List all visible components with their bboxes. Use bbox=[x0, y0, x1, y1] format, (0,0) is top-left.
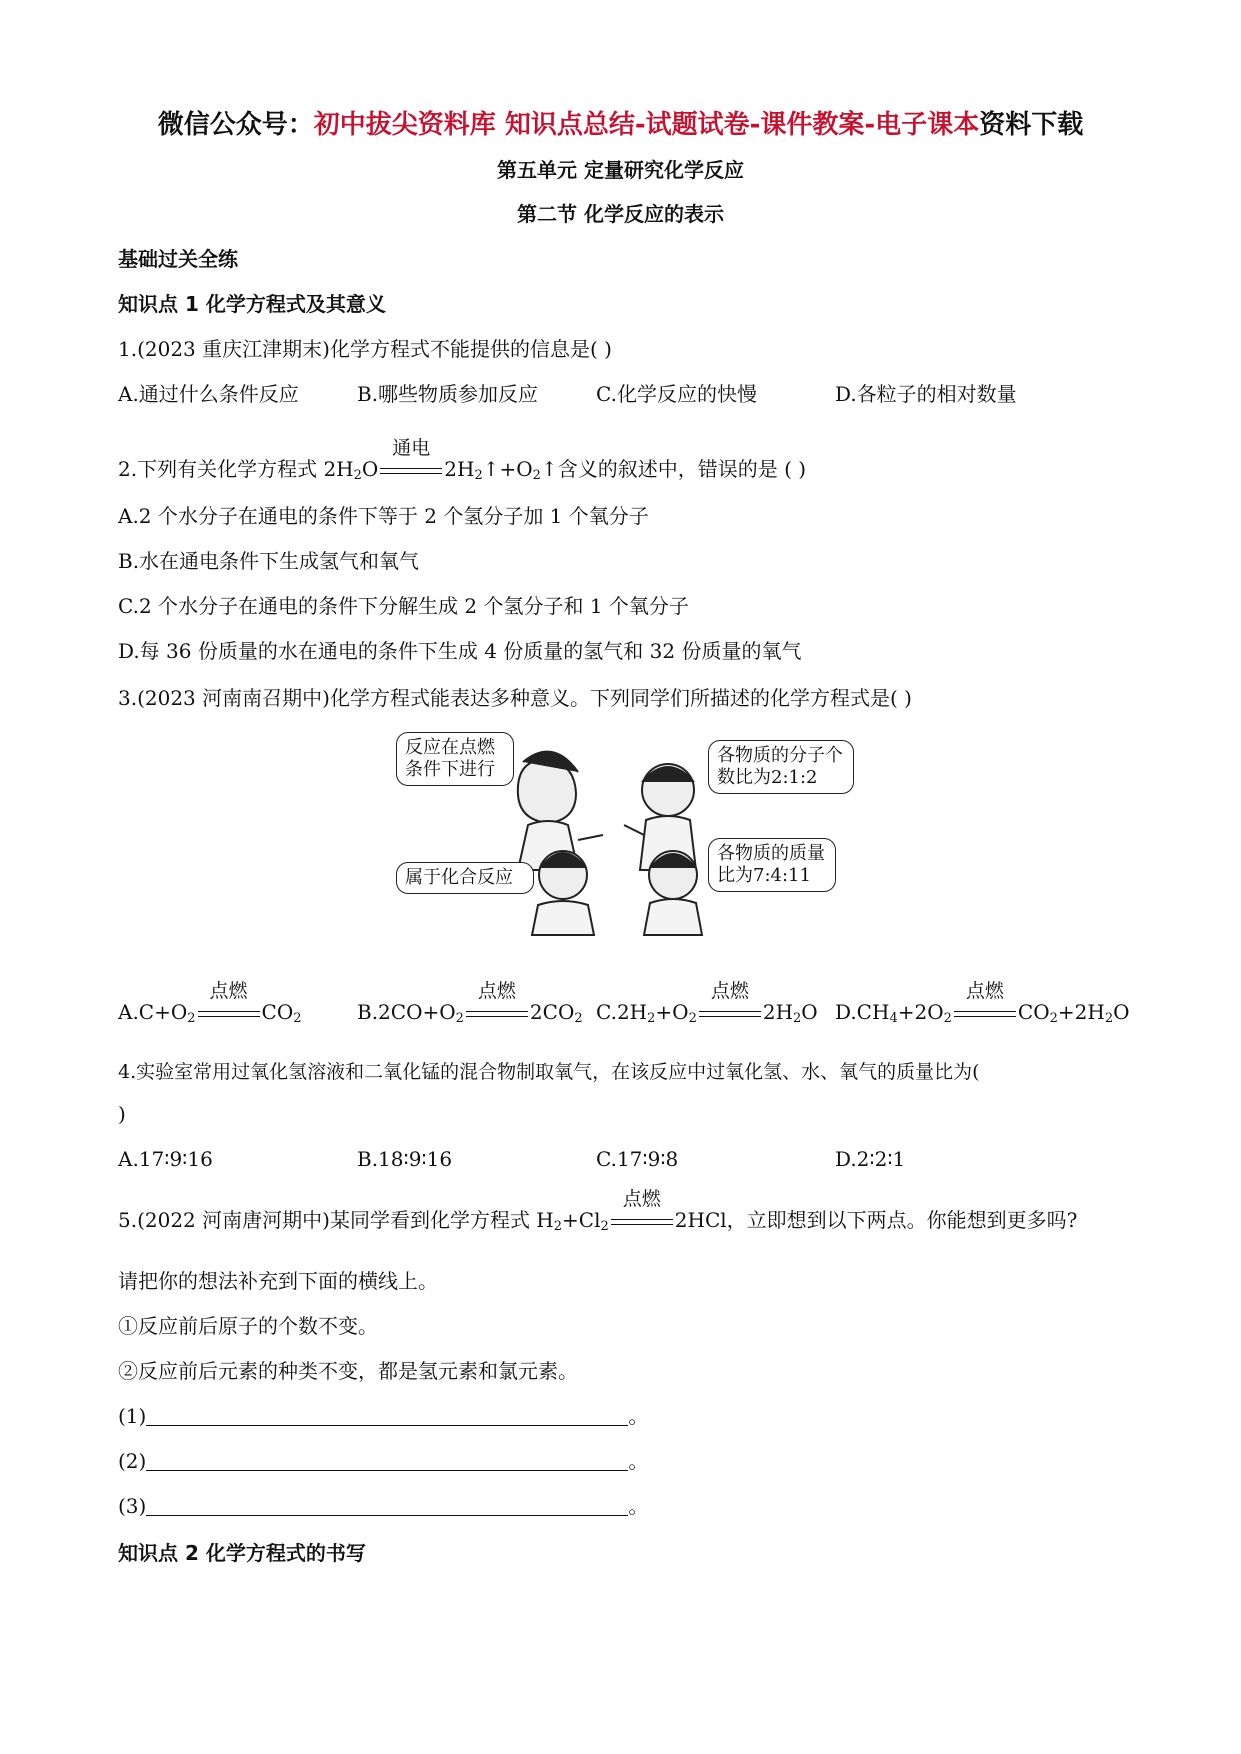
q4-option-a: A.17∶9∶16 bbox=[118, 1147, 213, 1171]
question-3-stem: 3.(2023 河南南召期中)化学方程式能表达多种意义。下列同学们所描述的化学方程式是( ) bbox=[118, 686, 912, 710]
question-2-stem: 2.下列有关化学方程式 $2H_2O$ 通电 $2H_2↑+O_2↑$含义的叙述中，错误的是 ( ) bbox=[118, 436, 807, 483]
knowledge-point-2: 知识点 2 化学方程式的书写 bbox=[118, 1541, 366, 1565]
speech-bubble-3: 属于化合反应 bbox=[396, 862, 534, 894]
question-1-stem: 1.(2023 重庆江津期末)化学方程式不能提供的信息是( ) bbox=[118, 337, 612, 361]
q2-option-d: D.每 36 份质量的水在通电的条件下生成 4 份质量的氢气和 32 份质量的氧气 bbox=[118, 639, 802, 663]
answer-blank-3[interactable]: (3) 。 bbox=[118, 1494, 649, 1518]
banner: 微信公众号：初中拔尖资料库 知识点总结-试题试卷-课件教案-电子课本资料下载 bbox=[157, 110, 1084, 140]
q4-option-d: D.2∶2∶1 bbox=[835, 1147, 906, 1171]
question-4-stem-end: ) bbox=[118, 1102, 126, 1126]
answer-blank-2[interactable]: (2) 。 bbox=[118, 1449, 649, 1473]
q2-option-a: A.2 个水分子在通电的条件下等于 2 个氢分子加 1 个氧分子 bbox=[118, 504, 649, 528]
unit-title: 第五单元 定量研究化学反应 bbox=[497, 158, 744, 182]
boy-figure-2 bbox=[532, 851, 594, 935]
q1-option-d: D.各粒子的相对数量 bbox=[835, 382, 1017, 406]
knowledge-point-1: 知识点 1 化学方程式及其意义 bbox=[118, 292, 386, 316]
q2-option-b: B.水在通电条件下生成氢气和氧气 bbox=[118, 549, 420, 573]
practice-heading: 基础过关全练 bbox=[118, 247, 238, 271]
q5-point-1: ①反应前后原子的个数不变。 bbox=[118, 1314, 378, 1338]
q1-option-a: A.通过什么条件反应 bbox=[118, 382, 299, 406]
question-4-stem: 4.实验室常用过氧化氢溶液和二氧化锰的混合物制取氧气，在该反应中过氧化氢、水、氧气的质量比为( bbox=[118, 1061, 980, 1083]
speech-bubble-1: 反应在点燃条件下进行 bbox=[396, 732, 514, 786]
speech-bubble-4: 各物质的质量比为7:4:11 bbox=[708, 838, 836, 892]
q4-option-c: C.17∶9∶8 bbox=[596, 1147, 679, 1171]
reaction-condition-arrow: 通电 bbox=[380, 463, 442, 479]
question-5-stem: 5.(2022 河南唐河期中)某同学看到化学方程式 $H_2+Cl_2$ 点燃 2HCl，立即想到以下两点。你能想到更多吗? bbox=[118, 1187, 1078, 1234]
students-illustration bbox=[388, 720, 848, 940]
q4-option-b: B.18∶9∶16 bbox=[357, 1147, 453, 1171]
q3-option-a: $A.C+O_2$ 点燃 $CO_2$ bbox=[118, 979, 302, 1026]
answer-blank-1[interactable]: (1) 。 bbox=[118, 1404, 649, 1428]
speech-bubble-2: 各物质的分子个数比为2:1:2 bbox=[708, 740, 854, 794]
q5-point-2: ②反应前后元素的种类不变，都是氢元素和氯元素。 bbox=[118, 1359, 578, 1383]
q1-option-b: B.哪些物质参加反应 bbox=[357, 382, 539, 406]
q3-option-b: $B.2CO+O_2$ 点燃 $2CO_2$ bbox=[357, 979, 583, 1026]
q5-instruction: 请把你的想法补充到下面的横线上。 bbox=[118, 1269, 438, 1293]
q3-option-d: $D.CH_4+2O_2$ 点燃 $CO_2+2H_2O$ bbox=[835, 979, 1130, 1026]
q2-option-c: C.2 个水分子在通电的条件下分解生成 2 个氢分子和 1 个氧分子 bbox=[118, 594, 689, 618]
section-title: 第二节 化学反应的表示 bbox=[517, 202, 724, 226]
q3-option-c: $C.2H_2+O_2$ 点燃 $2H_2O$ bbox=[596, 979, 818, 1026]
q1-option-c: C.化学反应的快慢 bbox=[596, 382, 757, 406]
boy-figure-3 bbox=[644, 851, 702, 935]
